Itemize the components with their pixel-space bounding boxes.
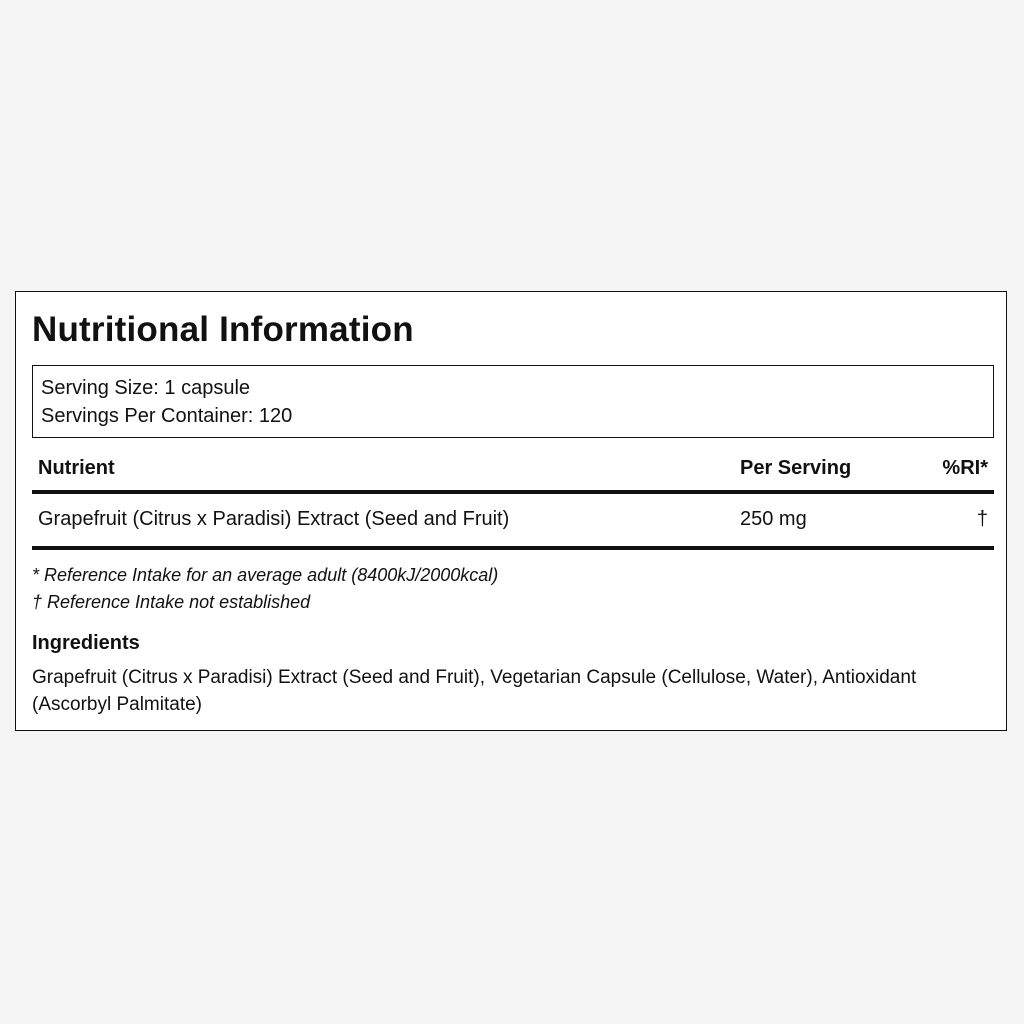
footnote-ri: * Reference Intake for an average adult (8400kJ/2000kcal)	[32, 565, 499, 585]
nutrition-label	[15, 291, 1007, 731]
row-ri: †	[976, 508, 988, 530]
footnotes	[32, 562, 498, 616]
footnote-not-established: † Reference Intake not established	[32, 592, 311, 612]
header-nutrient: Nutrient	[38, 457, 115, 479]
table-row	[32, 503, 994, 541]
header-per-serving: Per Serving	[740, 457, 852, 479]
serving-size: Serving Size: 1 capsule	[41, 377, 251, 399]
row-nutrient: Grapefruit (Citrus x Paradisi) Extract (Seed and Fruit)	[38, 508, 510, 530]
table-header	[32, 452, 994, 490]
label-title: Nutritional Information	[32, 310, 414, 349]
nutrient-table	[32, 452, 994, 550]
ingredients-text: Grapefruit (Citrus x Paradisi) Extract (Seed and Fruit), Vegetarian Capsule (Cellulose, Water), Antioxidant (Ascorbyl Palmitate)	[32, 667, 917, 715]
table-bottom-divider	[32, 546, 994, 550]
serving-info-box	[32, 365, 994, 438]
row-per-serving: 250 mg	[740, 508, 807, 530]
header-ri: %RI*	[942, 457, 988, 479]
servings-per-container: Servings Per Container: 120	[41, 405, 293, 427]
header-divider	[32, 490, 994, 494]
ingredients-heading: Ingredients	[32, 632, 140, 654]
